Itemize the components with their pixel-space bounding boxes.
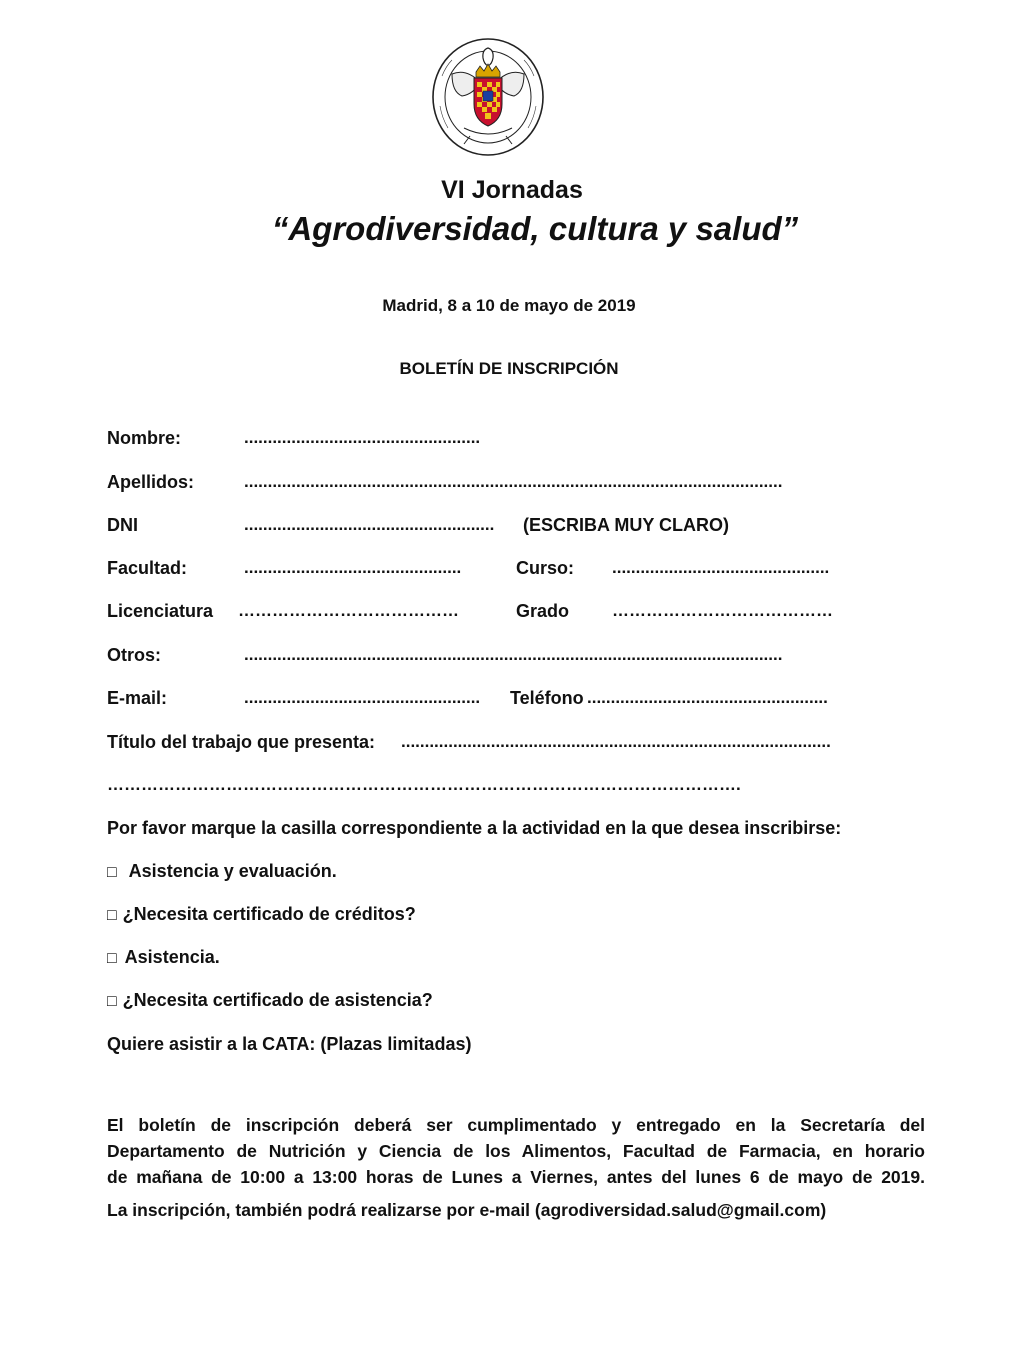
option-label: Asistencia.	[124, 947, 220, 967]
event-title: “Agrodiversidad, cultura y salud”	[271, 210, 799, 247]
titulo-label: Título del trabajo que presenta:	[107, 732, 376, 752]
facultad-label: Facultad:	[107, 558, 188, 578]
grado-label: Grado	[516, 601, 570, 621]
option-certificado-creditos[interactable]	[107, 904, 416, 925]
submission-instructions	[107, 1112, 925, 1190]
option-label: ¿Necesita certificado de créditos?	[122, 904, 416, 924]
checkbox-icon[interactable]: □	[107, 950, 117, 967]
titulo-field[interactable]: ...........................................................................................	[401, 732, 831, 751]
option-label: Asistencia y evaluación.	[128, 861, 337, 881]
telefono-label: Teléfono	[510, 688, 584, 708]
curso-field[interactable]: ..............................................	[612, 558, 830, 577]
email-registration-note: La inscripción, también podrá realizarse por e-mail (agrodiversidad.salud@gmail.com)	[107, 1200, 827, 1220]
place-date: Madrid, 8 a 10 de mayo de 2019	[382, 296, 636, 315]
grado-field[interactable]: …………………………………	[612, 601, 833, 620]
option-label: ¿Necesita certificado de asistencia?	[122, 990, 433, 1010]
option-asistencia-evaluacion[interactable]	[107, 861, 337, 882]
university-seal	[430, 36, 546, 158]
licenciatura-field[interactable]: …………………………………	[238, 601, 459, 620]
nombre-label: Nombre:	[107, 428, 182, 448]
otros-label: Otros:	[107, 645, 161, 665]
nombre-field[interactable]: ..................................................	[244, 428, 481, 447]
dni-field[interactable]: .....................................................	[244, 515, 495, 534]
dni-label: DNI	[107, 515, 138, 535]
checkbox-icon[interactable]: □	[107, 993, 117, 1010]
curso-label: Curso:	[516, 558, 574, 578]
licenciatura-label: Licenciatura	[107, 601, 214, 621]
facultad-field[interactable]: ..............................................	[244, 558, 462, 577]
email-field[interactable]: ..................................................	[244, 688, 481, 707]
titulo-field-line2[interactable]: ………………………………………………………………………………………………….	[107, 775, 741, 794]
dni-note: (ESCRIBA MUY CLARO)	[523, 515, 729, 535]
option-certificado-asistencia[interactable]	[107, 990, 433, 1011]
checkbox-icon[interactable]: □	[107, 907, 117, 924]
otros-field[interactable]: ..................................................................................................................	[244, 645, 783, 664]
email-label: E-mail:	[107, 688, 168, 708]
option-asistencia[interactable]	[107, 947, 220, 968]
instructions-line-2: Departamento de Nutrición y Ciencia de los Alimentos, Facultad de Farmacia, en horario	[107, 1141, 925, 1161]
event-edition: VI Jornadas	[441, 176, 583, 204]
form-heading: BOLETÍN DE INSCRIPCIÓN	[399, 359, 619, 378]
crown-icon	[476, 64, 500, 77]
activity-instruction: Por favor marque la casilla correspondiente a la actividad en la que desea inscribirse:	[107, 818, 842, 838]
apellidos-label: Apellidos:	[107, 472, 195, 492]
apellidos-field[interactable]: ..................................................................................................................	[244, 472, 783, 491]
telefono-field[interactable]: ...................................................	[587, 688, 828, 707]
instructions-line-3: de mañana de 10:00 a 13:00 horas de Lunes a Viernes, antes del lunes 6 de mayo de 2019.	[107, 1167, 925, 1187]
cata-question: Quiere asistir a la CATA: (Plazas limitadas)	[107, 1034, 472, 1054]
checkbox-icon[interactable]: □	[107, 864, 117, 881]
instructions-line-1: El boletín de inscripción deberá ser cumplimentado y entregado en la Secretaría del	[107, 1115, 925, 1135]
